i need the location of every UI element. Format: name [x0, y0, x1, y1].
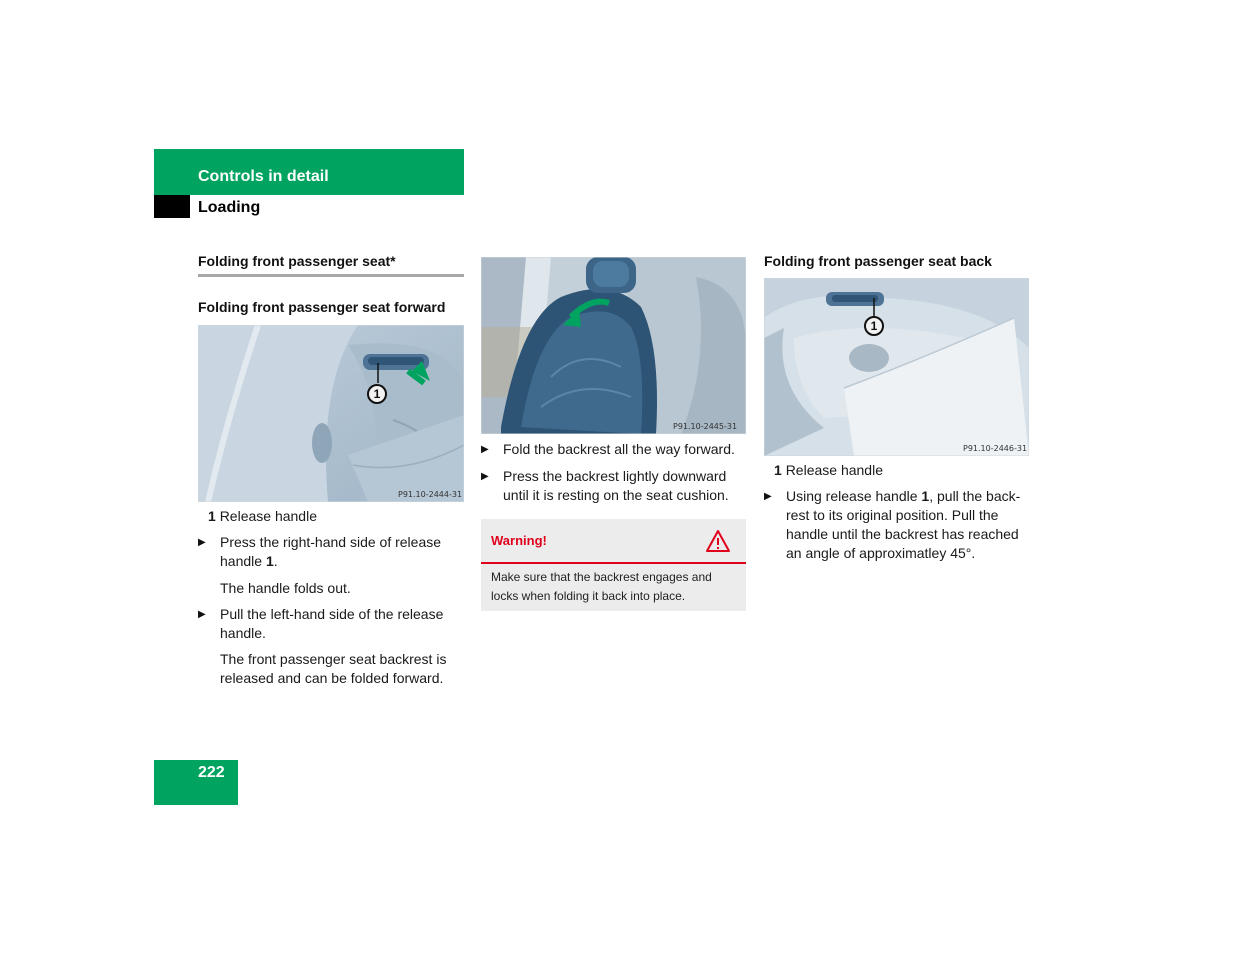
bullet-arrow-icon: ▶ — [198, 537, 206, 548]
step-result: The front passenger seat backrest is released and can be folded forward. — [220, 651, 447, 686]
step-result: The handle folds out. — [220, 580, 351, 596]
warning-text: Make sure that the backrest engages and locks when folding it back into place. — [491, 570, 712, 603]
subsection-marker — [154, 195, 190, 218]
step-text: Pull the left-hand side of the release handle. — [220, 606, 444, 641]
figure-code: P91.10-2445-31 — [673, 422, 738, 431]
section-title: Controls in detail — [198, 168, 329, 185]
legend-item — [774, 461, 883, 480]
main-heading: Folding front passenger seat* — [198, 253, 464, 277]
figure-seat-back — [764, 278, 1029, 456]
step-text: Using release handle 1, pull the back-rest to its original position. Pull the handle until the backrest has reached an angle of approximatley 45°. — [786, 488, 1021, 561]
page-number: 222 — [198, 764, 225, 781]
instruction-step — [481, 440, 746, 459]
warning-box — [481, 519, 746, 611]
instruction-step — [764, 487, 1029, 563]
warning-label: Warning! — [491, 533, 547, 548]
figure-code: P91.10-2444-31 — [398, 490, 463, 499]
legend-text: Release handle — [785, 462, 883, 478]
figure-backrest-fold — [481, 257, 746, 434]
callout-1: 1 — [864, 316, 884, 336]
back-heading: Folding front passenger seat back — [764, 253, 992, 269]
backrest-fold-illustration — [481, 257, 746, 434]
figure-code: P91.10-2446-31 — [963, 444, 1028, 453]
bullet-arrow-icon: ▶ — [481, 444, 489, 455]
subsection-title: Loading — [198, 199, 261, 216]
seat-back-illustration — [764, 278, 1029, 456]
instruction-step — [481, 467, 746, 505]
legend-item — [208, 507, 317, 526]
seat-handle-illustration — [198, 325, 464, 502]
callout-1: 1 — [367, 384, 387, 404]
step-text: Press the backrest lightly downward until it is resting on the seat cushion. — [503, 468, 729, 503]
instruction-step — [198, 533, 464, 571]
instruction-step — [198, 605, 464, 643]
legend-number: 1 — [774, 462, 782, 478]
bullet-arrow-icon: ▶ — [481, 471, 489, 482]
warning-triangle-icon — [705, 529, 731, 553]
forward-subheading: Folding front passenger seat forward — [198, 299, 446, 315]
step-text: Press the right-hand side of release handle 1. — [220, 534, 442, 569]
bullet-arrow-icon: ▶ — [764, 491, 772, 502]
figure-seat-handle — [198, 325, 464, 502]
legend-number: 1 — [208, 508, 216, 524]
bullet-arrow-icon: ▶ — [198, 609, 206, 620]
legend-text: Release handle — [219, 508, 317, 524]
step-text: Fold the backrest all the way forward. — [503, 441, 735, 457]
page-number-box — [154, 760, 238, 805]
warning-header — [481, 519, 746, 564]
